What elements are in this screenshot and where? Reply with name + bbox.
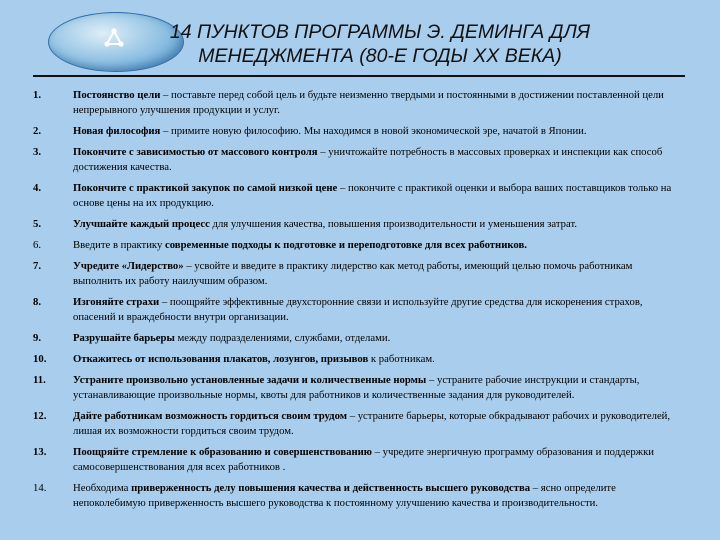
list-item — [33, 352, 683, 367]
item-number: 11. — [33, 374, 46, 386]
item-description: – поощряйте эффективные двухсторонние связи и используйте другие средства для искоренения страхов, опасений и враждебности внутри организации. — [73, 296, 643, 323]
item-lead-text: Введите в практику — [73, 239, 165, 251]
item-description: между подразделениями, службами, отделами. — [174, 332, 391, 344]
item-number: 5. — [33, 218, 42, 230]
item-number: 1. — [33, 89, 42, 101]
item-description: – поставьте перед собой цель и будьте неизменно твердыми и постоянными в достижении поставленной цели непрерывного улучшения продукции и услуг. — [73, 89, 664, 116]
list-item — [33, 331, 683, 346]
list-item — [33, 217, 683, 232]
list-item — [33, 445, 683, 475]
list-item — [33, 409, 683, 439]
item-heading: Постоянство цели — [73, 89, 161, 101]
item-lead-text: Необходима — [73, 482, 132, 494]
item-heading: Откажитесь от использования плакатов, лозунгов, призывов — [73, 353, 369, 365]
principles-list — [33, 88, 683, 517]
item-number: 12. — [33, 410, 47, 422]
item-heading: Дайте работникам возможность гордиться своим трудом — [73, 410, 348, 422]
item-description: – устраните барьеры, которые обкрадывают рабочих и руководителей, лишая их возможности гордиться своим трудом. — [73, 410, 671, 437]
item-description: к работникам. — [368, 353, 435, 365]
list-item — [33, 238, 683, 253]
item-heading: Изгоняйте страхи — [73, 296, 160, 308]
list-item — [33, 481, 683, 511]
page-title: 14 ПУНКТОВ ПРОГРАММЫ Э. ДЕМИНГА ДЛЯ МЕНЕДЖМЕНТА (80-Е ГОДЫ XX ВЕКА) — [169, 21, 591, 67]
item-heading: Покончите с зависимостью от массового контроля — [73, 146, 318, 158]
item-description: – ясно определите непоколебимую приверженность высшего руководства к постоянному улучшению качества и производительности. — [73, 482, 616, 509]
item-heading: Устраните произвольно установленные задачи и количественные нормы — [73, 374, 427, 386]
list-item — [33, 145, 683, 175]
item-number: 14. — [33, 482, 47, 494]
list-item — [33, 181, 683, 211]
triangle-nodes-icon — [103, 27, 125, 49]
list-item — [33, 124, 683, 139]
item-heading: Покончите с практикой закупок по самой низкой цене — [73, 182, 338, 194]
item-description: – усвойте и введите в практику лидерство как метод работы, имеющий целью помочь работникам выполнить их работу наилучшим образом. — [73, 260, 633, 287]
item-heading: Новая философия — [73, 125, 161, 137]
item-number: 4. — [33, 182, 42, 194]
item-number: 10. — [33, 353, 47, 365]
item-description: – уничтожайте потребность в массовых проверках и инспекции как способ достижения качества. — [73, 146, 663, 173]
item-heading: Улучшайте каждый процесс — [73, 218, 210, 230]
item-description: – примите новую философию. Мы находимся в новой экономической эре, начатой в Японии. — [160, 125, 587, 137]
item-number: 6. — [33, 239, 42, 251]
item-heading: Поощряйте стремление к образованию и совершенствованию — [73, 446, 372, 458]
list-item — [33, 295, 683, 325]
item-description: – учредите энергичную программу образования и поддержки самосовершенствования для всех работников . — [73, 446, 654, 473]
list-item — [33, 259, 683, 289]
item-number: 8. — [33, 296, 42, 308]
item-heading: Разрушайте барьеры — [73, 332, 175, 344]
item-number: 13. — [33, 446, 47, 458]
item-number: 3. — [33, 146, 42, 158]
title-divider — [33, 75, 685, 77]
item-number: 7. — [33, 260, 42, 272]
item-heading: Учредите «Лидерство» — [73, 260, 184, 272]
list-item — [33, 373, 683, 403]
item-description: – устраните рабочие инструкции и стандарты, устанавливающие произвольные нормы, квоты для работников и количественные задания для руководителей. — [73, 374, 640, 401]
item-description: – покончите с практикой оценки и выбора ваших поставщиков только на основе цены на их продукцию. — [73, 182, 672, 209]
list-item — [33, 88, 683, 118]
item-number: 9. — [33, 332, 42, 344]
item-number: 2. — [33, 125, 42, 137]
item-description: для улучшения качества, повышения производительности и уменьшения затрат. — [209, 218, 578, 230]
item-heading: приверженность делу повышения качества и действенность высшего руководства — [131, 482, 531, 494]
item-heading: современные подходы к подготовке и переподготовке для всех работников. — [164, 239, 527, 251]
